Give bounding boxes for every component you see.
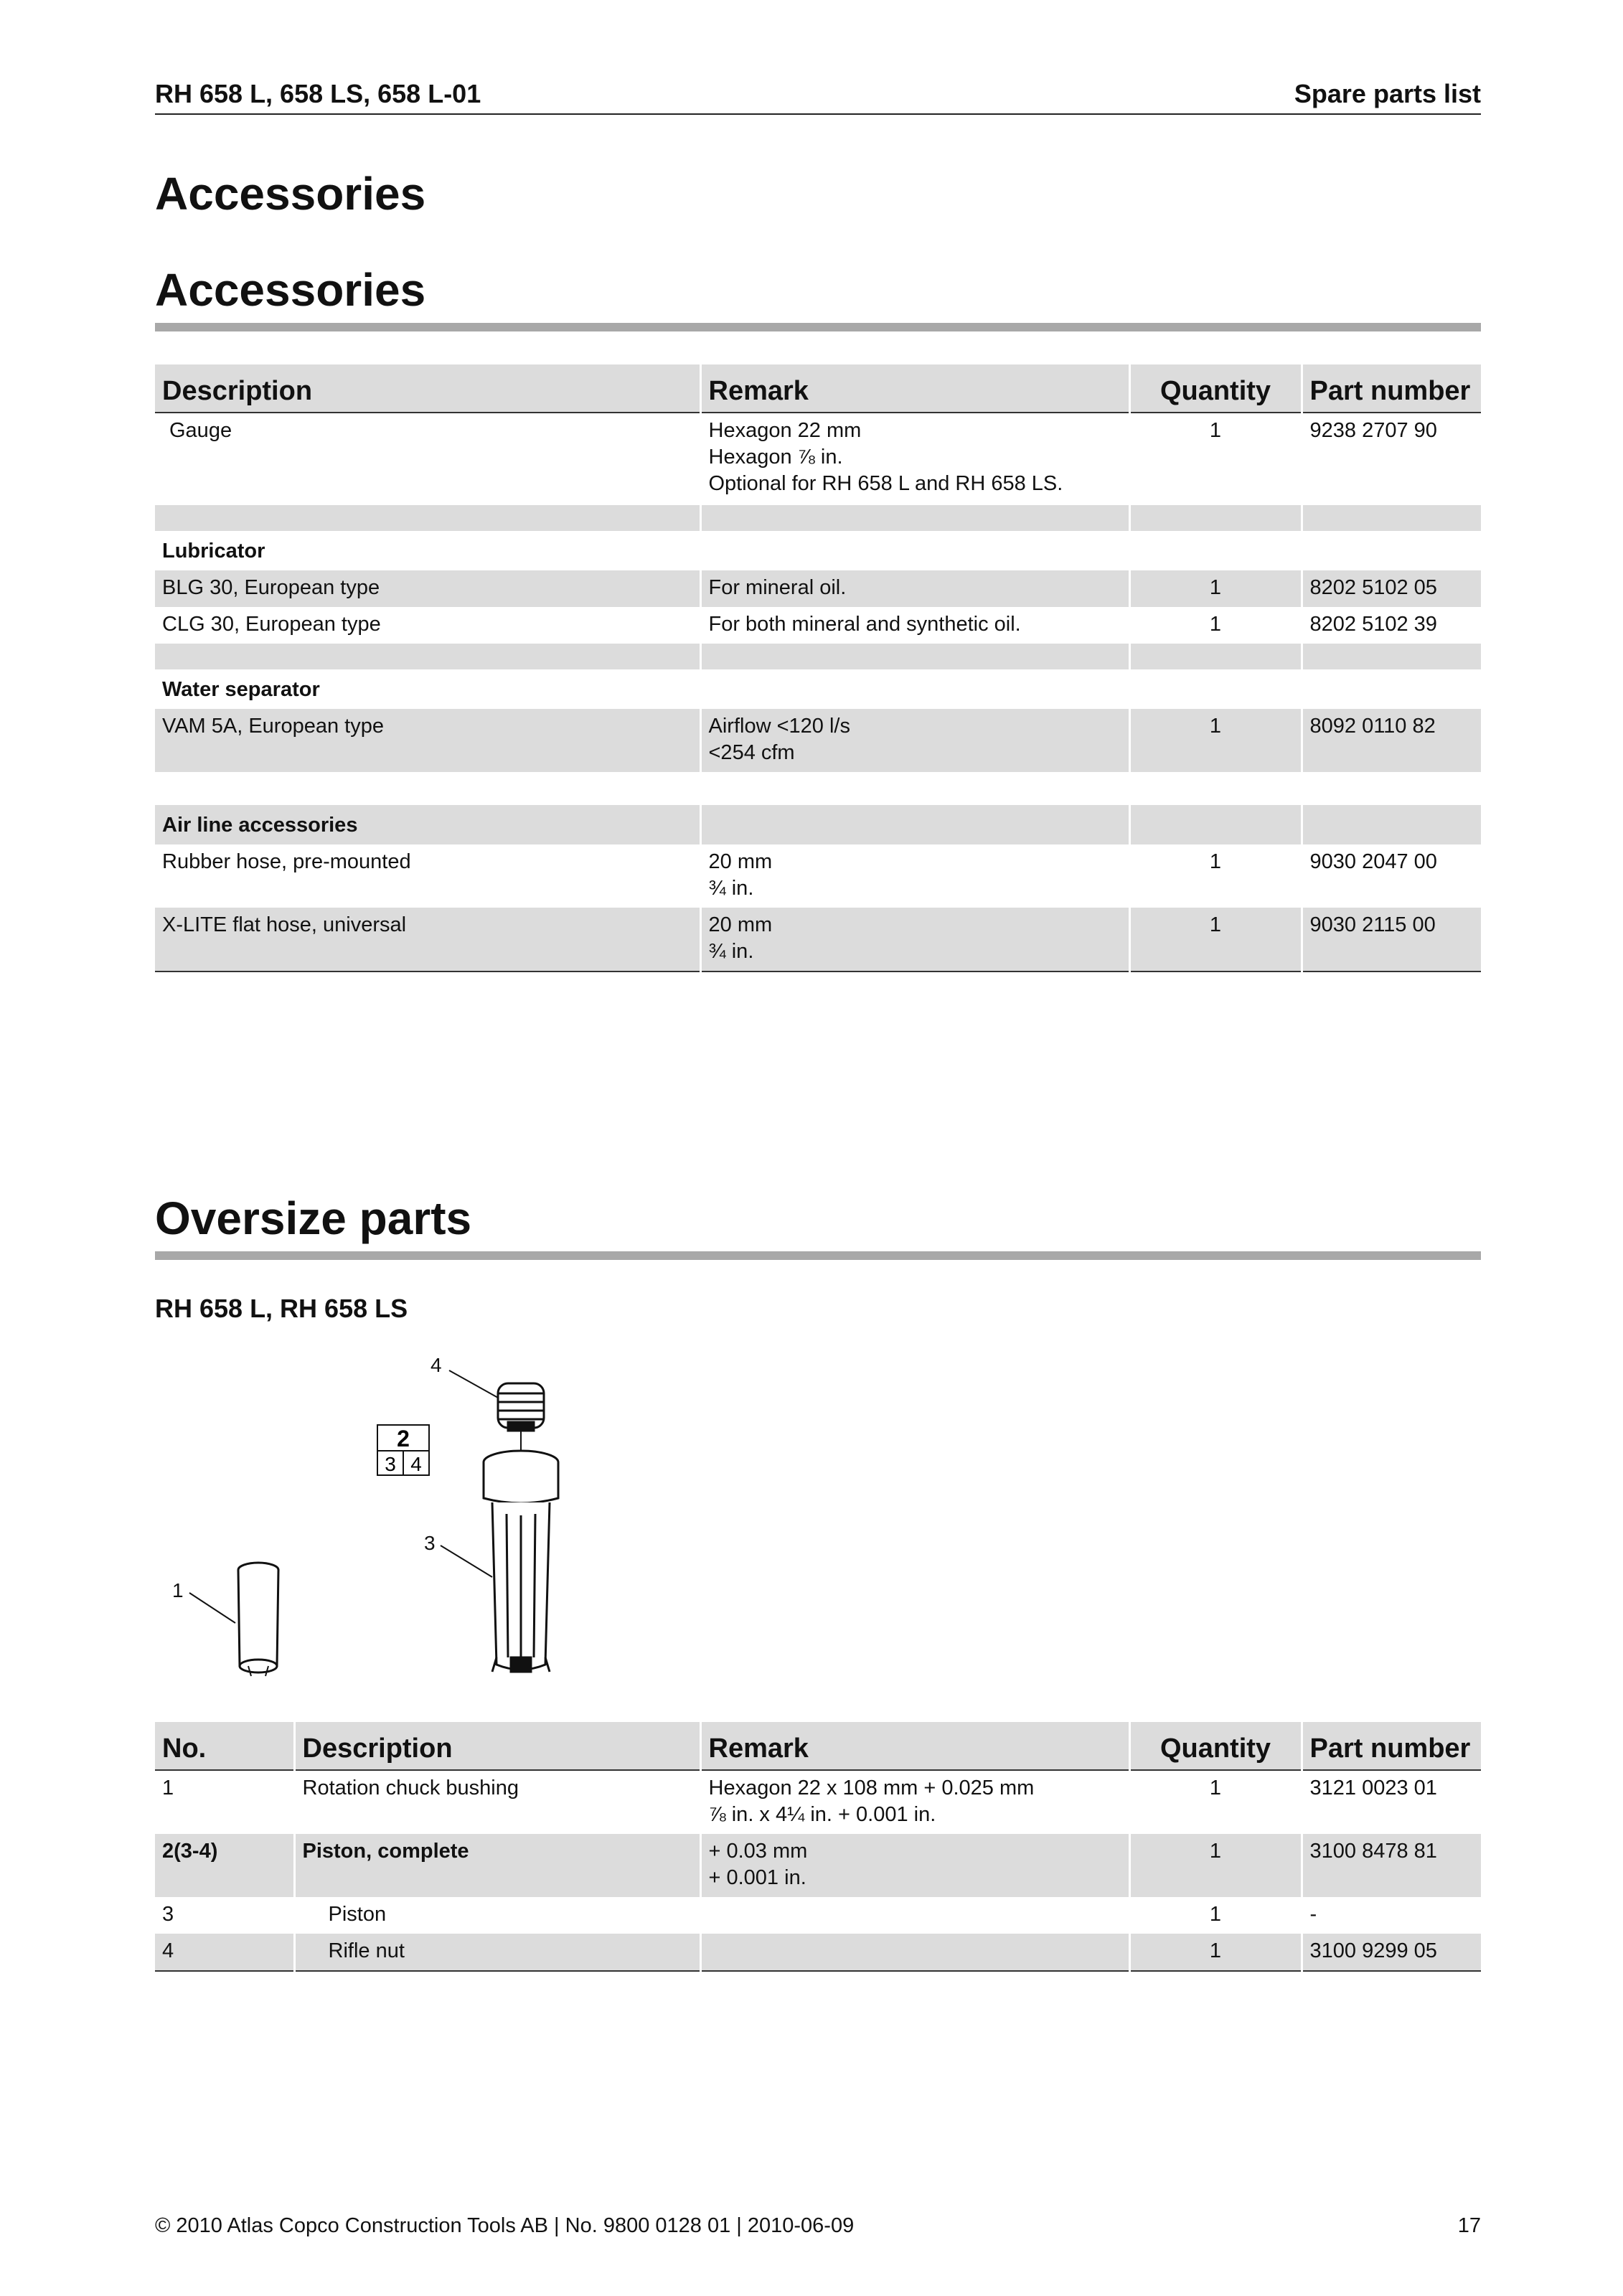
remark-line: Hexagon ⅞ in. [708,446,843,469]
table-header-row [155,1722,1481,1770]
row-part-number: 8202 5102 39 [1302,607,1481,644]
row-description: VAM 5A, European type [155,709,700,772]
box-label-4: 4 [410,1453,422,1475]
row-part-number: 3100 8478 81 [1302,1834,1481,1897]
table-row [155,607,1481,644]
col-header-part-number: Part number [1302,364,1481,413]
row-remark [700,413,1129,505]
header-doc-type: Spare parts list [1294,79,1481,108]
table-header-row [155,364,1481,413]
row-remark [700,1897,1129,1934]
oversize-parts-table [155,1722,1481,1972]
table-row [155,413,1481,505]
group-row [155,805,1481,844]
row-description: Gauge [169,419,232,442]
row-remark [700,1770,1129,1834]
accessories-table [155,364,1481,972]
row-description: Piston, complete [294,1834,700,1897]
row-quantity: 1 [1129,1897,1302,1934]
row-description: CLG 30, European type [162,613,381,636]
footer-copyright: © 2010 Atlas Copco Construction Tools AB | No. 9800 0128 01 | 2010-06-09 [155,2214,855,2237]
chuck-bushing-drawing [238,1563,278,1676]
row-no: 1 [162,1777,174,1799]
page-header [155,77,1481,115]
col-header-no: No. [155,1722,294,1770]
remark-line: Hexagon 22 mm [708,419,862,442]
callout-3: 3 [424,1532,436,1554]
page-number: 17 [1457,2214,1481,2237]
row-quantity: 1 [1129,844,1302,908]
remark-line: ¾ in. [708,877,754,900]
spacer-row [155,505,1481,531]
remark-line: + 0.03 mm [708,1840,808,1863]
table-row [155,1934,1481,1971]
row-description-text: Rifle nut [328,1939,405,1962]
remark-line: ⅞ in. x 4¼ in. + 0.001 in. [708,1803,936,1826]
row-part-number: 8202 5102 05 [1302,570,1481,607]
row-remark [700,844,1129,908]
col-header-quantity: Quantity [1129,1722,1302,1770]
spacer-row [155,772,1481,805]
row-quantity: 1 [1129,1770,1302,1834]
row-part-number: 9238 2707 90 [1302,413,1481,505]
group-label-lubricator: Lubricator [162,540,265,563]
table-row [155,1897,1481,1934]
group-label-air-line: Air line accessories [155,805,700,844]
col-header-part-number: Part number [1302,1722,1481,1770]
table-row [155,709,1481,772]
table-row [155,570,1481,607]
group-row [155,531,1481,570]
row-quantity: 1 [1129,607,1302,644]
col-header-remark: Remark [700,1722,1129,1770]
row-quantity: 1 [1129,1834,1302,1897]
table-row [155,908,1481,971]
row-quantity: 1 [1129,908,1302,971]
row-part-number: - [1302,1897,1481,1934]
row-quantity: 1 [1129,1934,1302,1971]
row-part-number: 8092 0110 82 [1302,709,1481,772]
section-heading-oversize: Oversize parts [155,1192,472,1244]
callout-4: 4 [431,1354,442,1376]
row-part-number: 9030 2047 00 [1302,844,1481,908]
assembly-box [377,1425,429,1475]
remark-line: Optional for RH 658 L and RH 658 LS. [708,472,1063,495]
spacer-row [155,644,1481,669]
row-quantity: 1 [1129,413,1302,505]
col-header-quantity: Quantity [1129,364,1302,413]
row-no: 4 [155,1934,294,1971]
remark-line: <254 cfm [708,741,795,764]
row-description: X-LITE flat hose, universal [155,908,700,971]
row-description [294,1934,700,1971]
col-header-remark: Remark [700,364,1129,413]
remark-line: + 0.001 in. [708,1866,806,1889]
box-label-2: 2 [397,1426,410,1452]
row-quantity: 1 [1129,570,1302,607]
row-description: Rotation chuck bushing [294,1770,700,1834]
row-no: 3 [162,1903,174,1926]
row-part-number: 3121 0023 01 [1302,1770,1481,1834]
page-title: Accessories [155,168,426,220]
section-heading-accessories: Accessories [155,264,426,316]
row-part-number: 9030 2115 00 [1302,908,1481,971]
piston-drawing [484,1451,558,1672]
col-header-description: Description [155,364,700,413]
remark-line: ¾ in. [708,940,754,963]
page-footer [155,2213,1481,2239]
section-rule [155,1251,1481,1260]
table-row [155,1834,1481,1897]
rifle-nut-drawing [498,1383,544,1457]
group-row [155,669,1481,709]
row-remark [700,709,1129,772]
row-description: Rubber hose, pre-mounted [162,850,411,873]
remark-line: 20 mm [708,850,773,873]
table-row [155,1770,1481,1834]
row-remark [700,908,1129,971]
row-remark: For mineral oil. [700,570,1129,607]
remark-line: Hexagon 22 x 108 mm + 0.025 mm [708,1777,1035,1799]
row-remark: For both mineral and synthetic oil. [700,607,1129,644]
box-label-3: 3 [385,1453,396,1475]
group-label-water-separator: Water separator [162,678,320,701]
row-remark [700,1934,1129,1971]
row-quantity: 1 [1129,709,1302,772]
row-description [294,1897,700,1934]
remark-line: Airflow <120 l/s [708,715,850,738]
row-description: BLG 30, European type [155,570,700,607]
exploded-parts-illustration [155,1342,657,1686]
subheading-models: RH 658 L, RH 658 LS [155,1294,408,1323]
col-header-description: Description [294,1722,700,1770]
callout-1: 1 [172,1579,184,1601]
row-no: 2(3-4) [155,1834,294,1897]
row-part-number: 3100 9299 05 [1302,1934,1481,1971]
table-row [155,844,1481,908]
row-remark [700,1834,1129,1897]
remark-line: 20 mm [708,913,773,936]
section-rule [155,323,1481,331]
header-model: RH 658 L, 658 LS, 658 L-01 [155,79,481,108]
row-description-text: Piston [328,1903,387,1926]
